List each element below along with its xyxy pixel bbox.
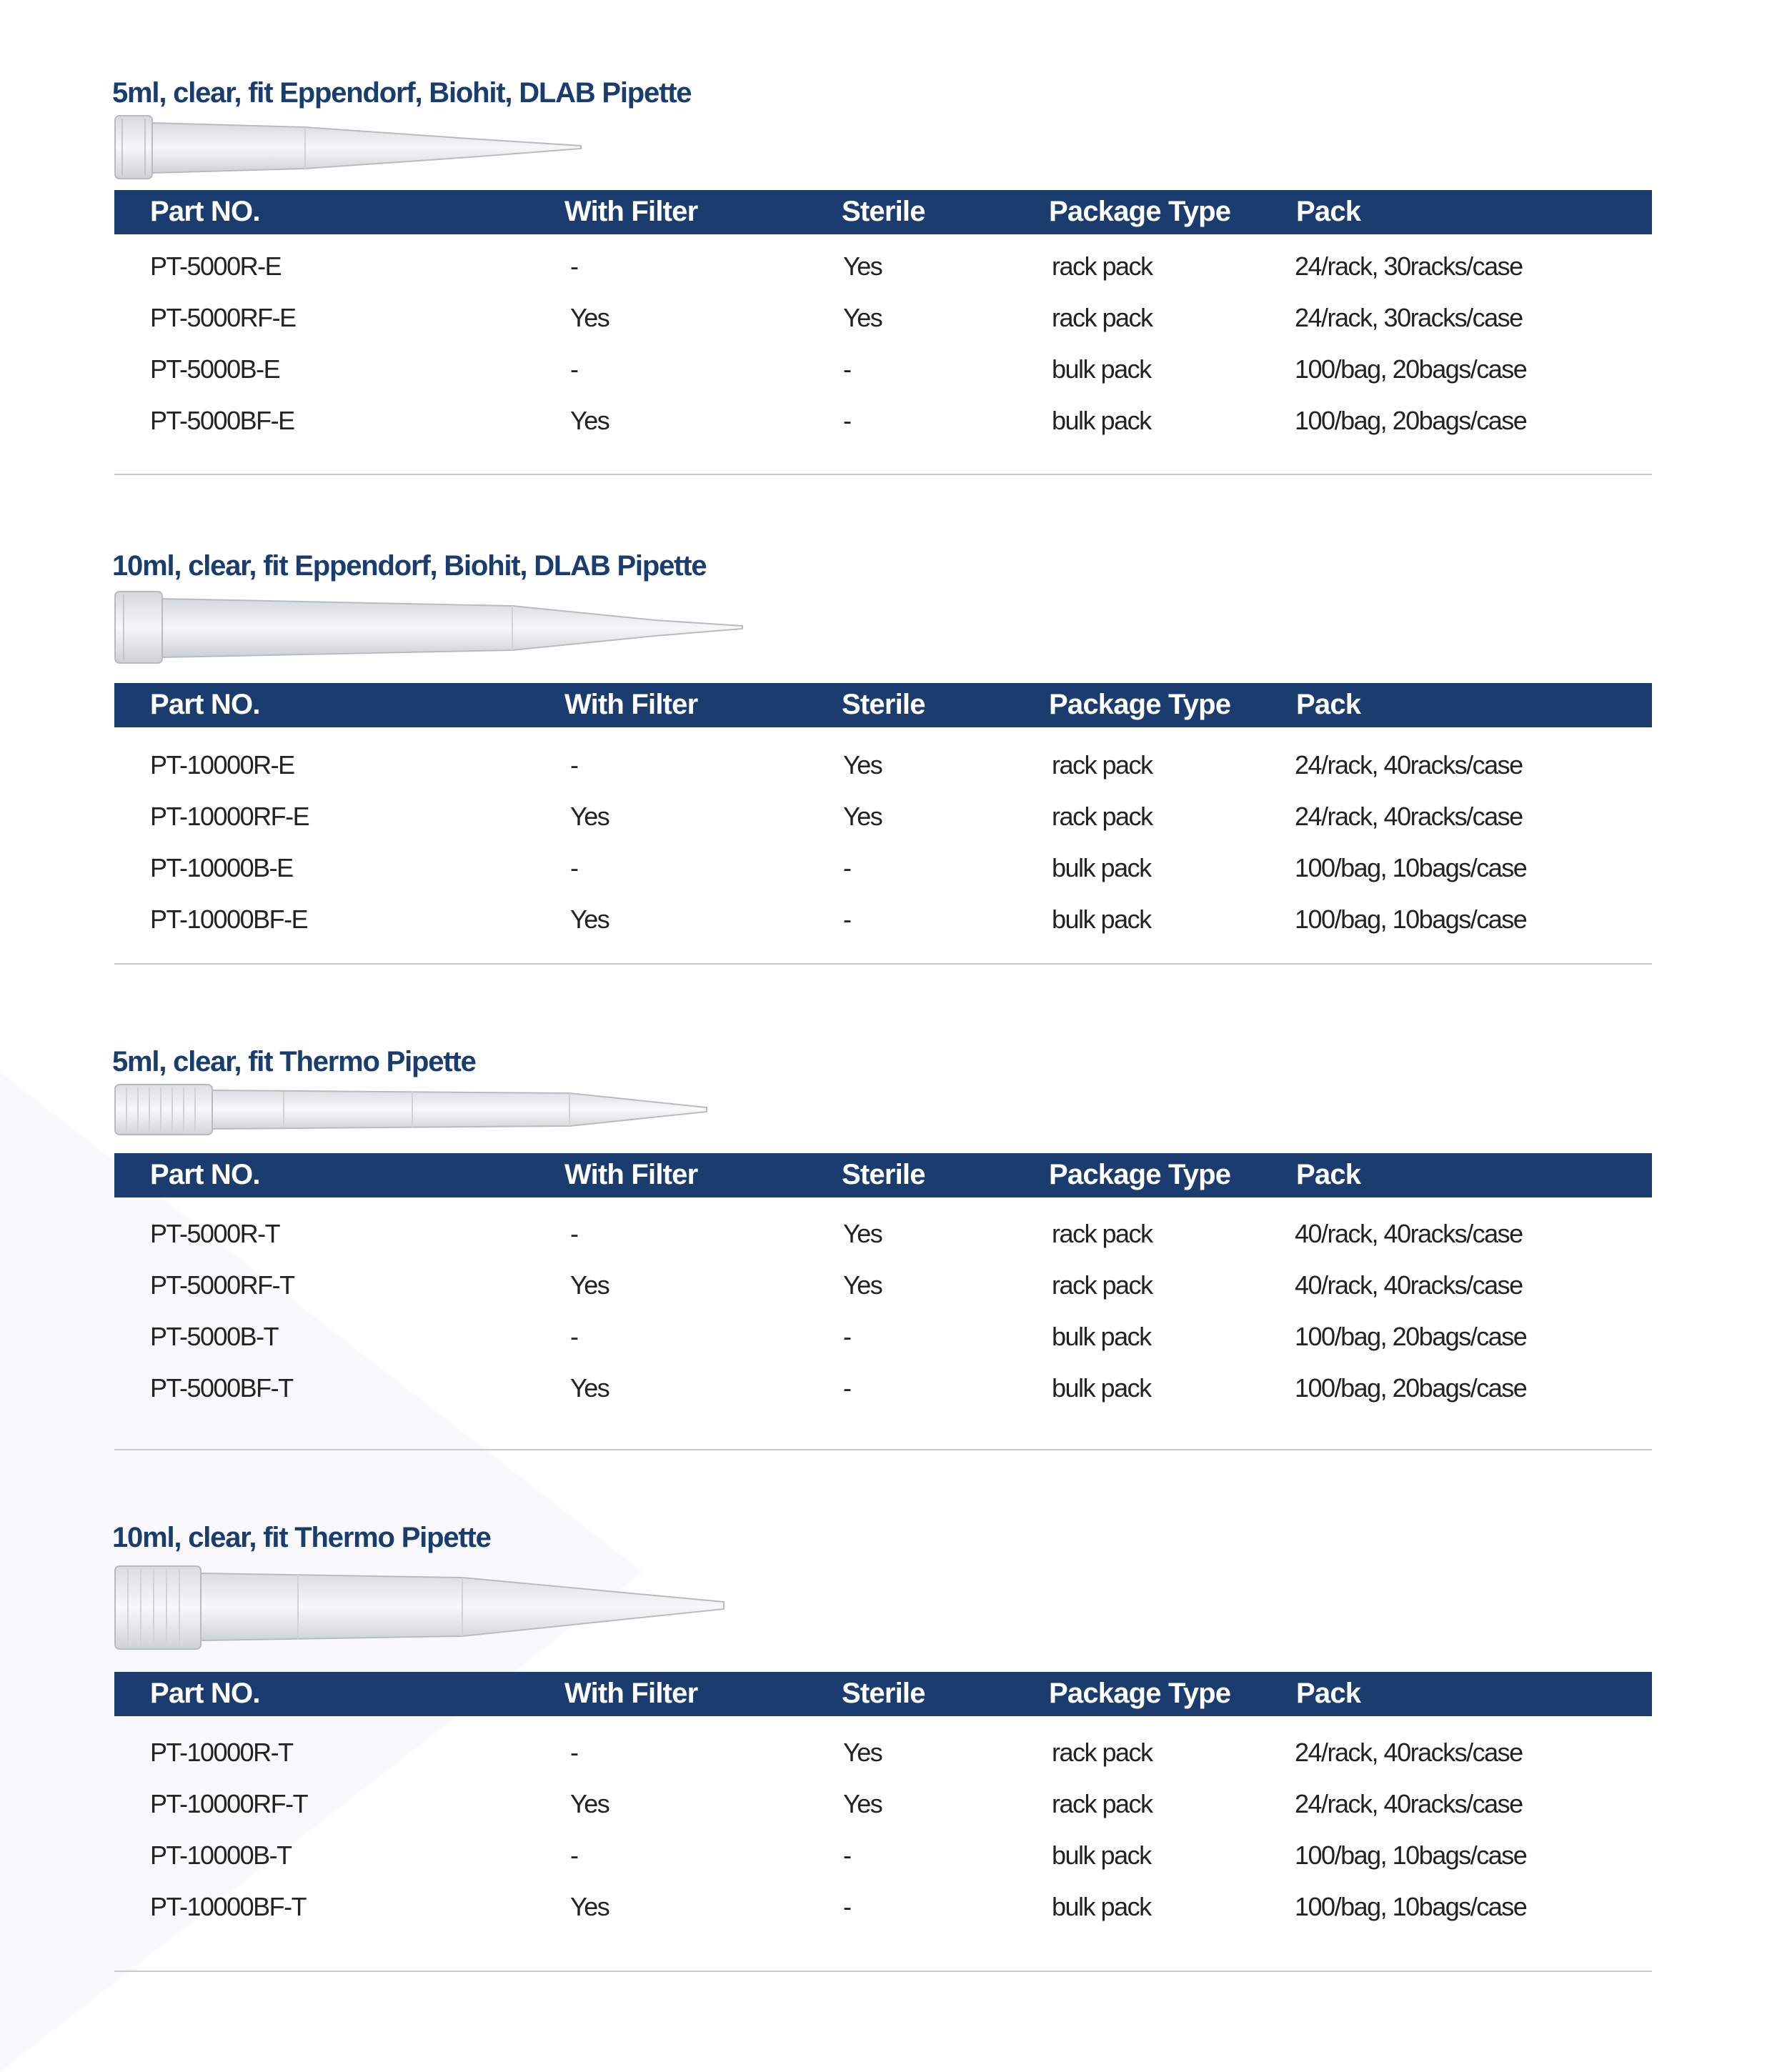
- cell-pack: 100/bag, 20bags/case: [1295, 1373, 1527, 1403]
- cell-sterile: Yes: [843, 802, 882, 831]
- column-header-part-no: Part NO.: [150, 689, 260, 720]
- table-row: [0, 743, 1792, 786]
- table-header: [114, 190, 1652, 234]
- cell-pack: 24/rack, 40racks/case: [1295, 1789, 1523, 1818]
- cell-with-filter: -: [570, 1841, 578, 1870]
- cell-pack: 100/bag, 10bags/case: [1295, 905, 1527, 934]
- cell-part-no: PT-10000R-E: [150, 750, 294, 780]
- cell-package-type: bulk pack: [1052, 406, 1151, 435]
- column-header-with-filter: With Filter: [564, 196, 698, 227]
- cell-with-filter: -: [570, 1219, 578, 1248]
- cell-package-type: rack pack: [1052, 802, 1153, 831]
- cell-with-filter: -: [570, 251, 578, 281]
- column-header-with-filter: With Filter: [564, 1159, 698, 1190]
- cell-sterile: Yes: [843, 1789, 882, 1818]
- cell-part-no: PT-5000RF-T: [150, 1270, 294, 1300]
- cell-with-filter: Yes: [570, 1270, 609, 1300]
- table-row: [0, 1833, 1792, 1876]
- pipette-tip-image: [112, 1082, 710, 1137]
- cell-package-type: rack pack: [1052, 1738, 1153, 1767]
- cell-with-filter: -: [570, 354, 578, 384]
- section-divider: [114, 1971, 1652, 1972]
- column-header-pack: Pack: [1296, 1159, 1361, 1190]
- column-header-package-type: Package Type: [1049, 1678, 1231, 1709]
- cell-part-no: PT-5000BF-E: [150, 406, 294, 435]
- column-header-part-no: Part NO.: [150, 1159, 260, 1190]
- cell-pack: 24/rack, 30racks/case: [1295, 303, 1523, 332]
- table-row: [0, 1263, 1792, 1306]
- cell-part-no: PT-5000RF-E: [150, 303, 296, 332]
- table-row: [0, 897, 1792, 940]
- cell-sterile: Yes: [843, 1738, 882, 1767]
- cell-pack: 24/rack, 30racks/case: [1295, 251, 1523, 281]
- cell-sterile: -: [843, 1373, 851, 1403]
- cell-part-no: PT-10000B-E: [150, 853, 293, 882]
- column-header-part-no: Part NO.: [150, 1678, 260, 1709]
- table-row: [0, 1315, 1792, 1358]
- cell-pack: 40/rack, 40racks/case: [1295, 1219, 1523, 1248]
- table-row: [0, 1212, 1792, 1255]
- column-header-package-type: Package Type: [1049, 1159, 1231, 1190]
- cell-sterile: -: [843, 1841, 851, 1870]
- column-header-pack: Pack: [1296, 689, 1361, 720]
- cell-sterile: -: [843, 1322, 851, 1351]
- column-header-with-filter: With Filter: [564, 1678, 698, 1709]
- cell-package-type: rack pack: [1052, 1219, 1153, 1248]
- cell-pack: 100/bag, 20bags/case: [1295, 1322, 1527, 1351]
- column-header-sterile: Sterile: [842, 1159, 925, 1190]
- cell-pack: 100/bag, 10bags/case: [1295, 1892, 1527, 1921]
- cell-package-type: bulk pack: [1052, 354, 1151, 384]
- table-row: [0, 846, 1792, 889]
- column-header-pack: Pack: [1296, 196, 1361, 227]
- cell-package-type: bulk pack: [1052, 1373, 1151, 1403]
- cell-sterile: Yes: [843, 750, 882, 780]
- table-row: [0, 1366, 1792, 1409]
- column-header-pack: Pack: [1296, 1678, 1361, 1709]
- table-row: [0, 1782, 1792, 1825]
- pipette-tip-image: [112, 1563, 727, 1652]
- cell-pack: 100/bag, 10bags/case: [1295, 1841, 1527, 1870]
- cell-sterile: Yes: [843, 1219, 882, 1248]
- cell-package-type: rack pack: [1052, 1789, 1153, 1818]
- table-header: [114, 1153, 1652, 1197]
- cell-part-no: PT-10000BF-E: [150, 905, 308, 934]
- cell-pack: 100/bag, 20bags/case: [1295, 406, 1527, 435]
- cell-with-filter: -: [570, 750, 578, 780]
- cell-with-filter: Yes: [570, 303, 609, 332]
- cell-part-no: PT-5000BF-T: [150, 1373, 293, 1403]
- table-row: [0, 296, 1792, 339]
- cell-pack: 40/rack, 40racks/case: [1295, 1270, 1523, 1300]
- cell-sterile: -: [843, 354, 851, 384]
- column-header-sterile: Sterile: [842, 196, 925, 227]
- cell-sterile: -: [843, 1892, 851, 1921]
- cell-with-filter: Yes: [570, 1373, 609, 1403]
- cell-pack: 24/rack, 40racks/case: [1295, 750, 1523, 780]
- column-header-with-filter: With Filter: [564, 689, 698, 720]
- table-row: [0, 1730, 1792, 1773]
- cell-with-filter: Yes: [570, 406, 609, 435]
- cell-sterile: Yes: [843, 303, 882, 332]
- cell-with-filter: Yes: [570, 905, 609, 934]
- cell-part-no: PT-10000B-T: [150, 1841, 292, 1870]
- cell-pack: 100/bag, 10bags/case: [1295, 853, 1527, 882]
- cell-part-no: PT-10000BF-T: [150, 1892, 307, 1921]
- cell-with-filter: -: [570, 853, 578, 882]
- cell-part-no: PT-10000RF-T: [150, 1789, 308, 1818]
- cell-package-type: rack pack: [1052, 303, 1153, 332]
- column-header-package-type: Package Type: [1049, 196, 1231, 227]
- cell-package-type: rack pack: [1052, 251, 1153, 281]
- column-header-part-no: Part NO.: [150, 196, 260, 227]
- cell-package-type: rack pack: [1052, 750, 1153, 780]
- cell-part-no: PT-10000RF-E: [150, 802, 309, 831]
- table-row: [0, 347, 1792, 390]
- cell-package-type: bulk pack: [1052, 1892, 1151, 1921]
- column-header-sterile: Sterile: [842, 689, 925, 720]
- pipette-tip-image: [112, 113, 584, 181]
- column-header-sterile: Sterile: [842, 1678, 925, 1709]
- cell-part-no: PT-10000R-T: [150, 1738, 293, 1767]
- table-row: [0, 399, 1792, 442]
- pipette-tip-image: [112, 589, 745, 666]
- cell-part-no: PT-5000R-E: [150, 251, 282, 281]
- cell-sterile: -: [843, 406, 851, 435]
- cell-pack: 100/bag, 20bags/case: [1295, 354, 1527, 384]
- section-divider: [114, 963, 1652, 965]
- section-divider: [114, 474, 1652, 475]
- cell-sterile: Yes: [843, 1270, 882, 1300]
- table-row: [0, 244, 1792, 287]
- section-divider: [114, 1449, 1652, 1450]
- cell-sterile: -: [843, 905, 851, 934]
- section-title: 5ml, clear, fit Thermo Pipette: [112, 1046, 476, 1077]
- cell-package-type: rack pack: [1052, 1270, 1153, 1300]
- cell-package-type: bulk pack: [1052, 1841, 1151, 1870]
- cell-with-filter: -: [570, 1738, 578, 1767]
- cell-with-filter: Yes: [570, 1789, 609, 1818]
- section-title: 5ml, clear, fit Eppendorf, Biohit, DLAB Pipette: [112, 77, 692, 109]
- cell-with-filter: Yes: [570, 802, 609, 831]
- table-row: [0, 795, 1792, 837]
- section-title: 10ml, clear, fit Eppendorf, Biohit, DLAB Pipette: [112, 550, 707, 582]
- section-title: 10ml, clear, fit Thermo Pipette: [112, 1522, 491, 1553]
- table-header: [114, 683, 1652, 727]
- cell-package-type: bulk pack: [1052, 853, 1151, 882]
- column-header-package-type: Package Type: [1049, 689, 1231, 720]
- cell-with-filter: -: [570, 1322, 578, 1351]
- cell-package-type: bulk pack: [1052, 1322, 1151, 1351]
- cell-sterile: -: [843, 853, 851, 882]
- cell-with-filter: Yes: [570, 1892, 609, 1921]
- cell-pack: 24/rack, 40racks/case: [1295, 1738, 1523, 1767]
- cell-part-no: PT-5000B-E: [150, 354, 280, 384]
- cell-sterile: Yes: [843, 251, 882, 281]
- table-header: [114, 1672, 1652, 1716]
- table-row: [0, 1885, 1792, 1928]
- cell-part-no: PT-5000B-T: [150, 1322, 279, 1351]
- cell-package-type: bulk pack: [1052, 905, 1151, 934]
- cell-pack: 24/rack, 40racks/case: [1295, 802, 1523, 831]
- cell-part-no: PT-5000R-T: [150, 1219, 280, 1248]
